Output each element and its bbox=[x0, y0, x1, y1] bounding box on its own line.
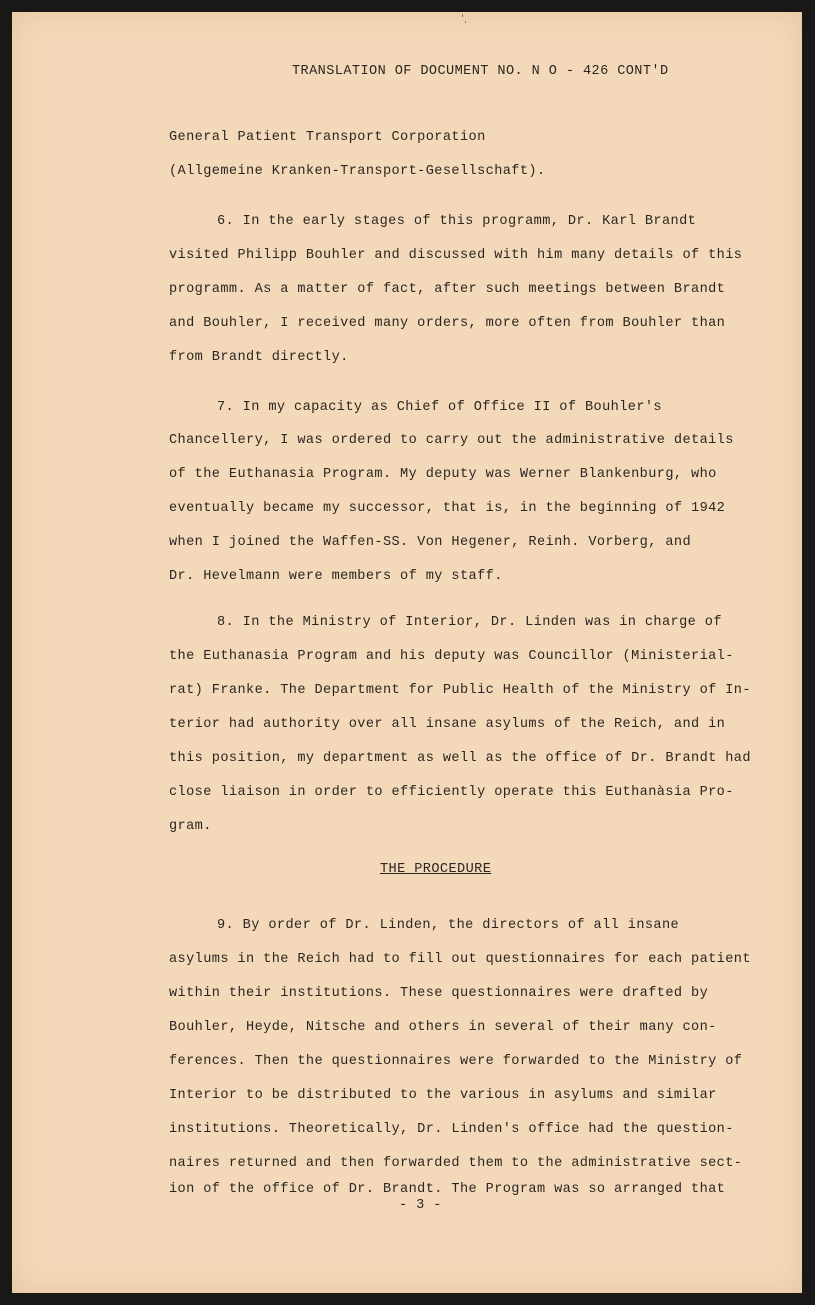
para8-line-7: gram. bbox=[169, 819, 212, 834]
para7-line-1: 7. In my capacity as Chief of Office II of Bouhler's bbox=[217, 400, 662, 415]
para6-line-2: visited Philipp Bouhler and discussed with him many details of this bbox=[169, 248, 743, 263]
para8-line-1: 8. In the Ministry of Interior, Dr. Linden was in charge of bbox=[217, 615, 722, 630]
document-header: TRANSLATION OF DOCUMENT NO. N O - 426 CONT'D bbox=[292, 64, 669, 79]
para9-line-4: Bouhler, Heyde, Nitsche and others in several of their many con- bbox=[169, 1020, 717, 1035]
para9-line-5: ferences. Then the questionnaires were forwarded to the Ministry of bbox=[169, 1054, 743, 1069]
para8-line-4: terior had authority over all insane asylums of the Reich, and in bbox=[169, 717, 726, 732]
para9-line-3: within their institutions. These questionnaires were drafted by bbox=[169, 986, 709, 1001]
para9-line-1: 9. By order of Dr. Linden, the directors of all insane bbox=[217, 918, 680, 933]
para6-line-3: programm. As a matter of fact, after such meetings between Brandt bbox=[169, 282, 726, 297]
intro-line-1: General Patient Transport Corporation bbox=[169, 130, 486, 145]
para9-line-2: asylums in the Reich had to fill out questionnaires for each patient bbox=[169, 952, 751, 967]
para7-line-3: of the Euthanasia Program. My deputy was Werner Blankenburg, who bbox=[169, 467, 717, 482]
paper-speck-marks bbox=[459, 12, 469, 26]
para8-line-6: close liaison in order to efficiently operate this Euthanàsia Pro- bbox=[169, 785, 734, 800]
document-page bbox=[12, 12, 802, 1293]
para6-line-4: and Bouhler, I received many orders, more often from Bouhler than bbox=[169, 316, 726, 331]
page-number: - 3 - bbox=[399, 1198, 442, 1213]
para7-line-6: Dr. Hevelmann were members of my staff. bbox=[169, 569, 503, 584]
section-heading: THE PROCEDURE bbox=[380, 862, 492, 877]
para6-line-5: from Brandt directly. bbox=[169, 350, 349, 365]
para8-line-2: the Euthanasia Program and his deputy was Councillor (Ministerial- bbox=[169, 649, 734, 664]
para9-line-7: institutions. Theoretically, Dr. Linden's office had the question- bbox=[169, 1122, 734, 1137]
para7-line-4: eventually became my successor, that is, in the beginning of 1942 bbox=[169, 501, 726, 516]
para6-line-1: 6. In the early stages of this programm, Dr. Karl Brandt bbox=[217, 214, 697, 229]
para9-line-8: naires returned and then forwarded them to the administrative sect- bbox=[169, 1156, 743, 1171]
para7-line-5: when I joined the Waffen-SS. Von Hegener, Reinh. Vorberg, and bbox=[169, 535, 692, 550]
intro-line-2: (Allgemeine Kranken-Transport-Gesellschaft). bbox=[169, 164, 546, 179]
para8-line-3: rat) Franke. The Department for Public Health of the Ministry of In- bbox=[169, 683, 751, 698]
para8-line-5: this position, my department as well as the office of Dr. Brandt had bbox=[169, 751, 751, 766]
para9-line-6: Interior to be distributed to the various in asylums and similar bbox=[169, 1088, 717, 1103]
para7-line-2: Chancellery, I was ordered to carry out the administrative details bbox=[169, 433, 734, 448]
para9-line-9: ion of the office of Dr. Brandt. The Program was so arranged that bbox=[169, 1182, 726, 1197]
